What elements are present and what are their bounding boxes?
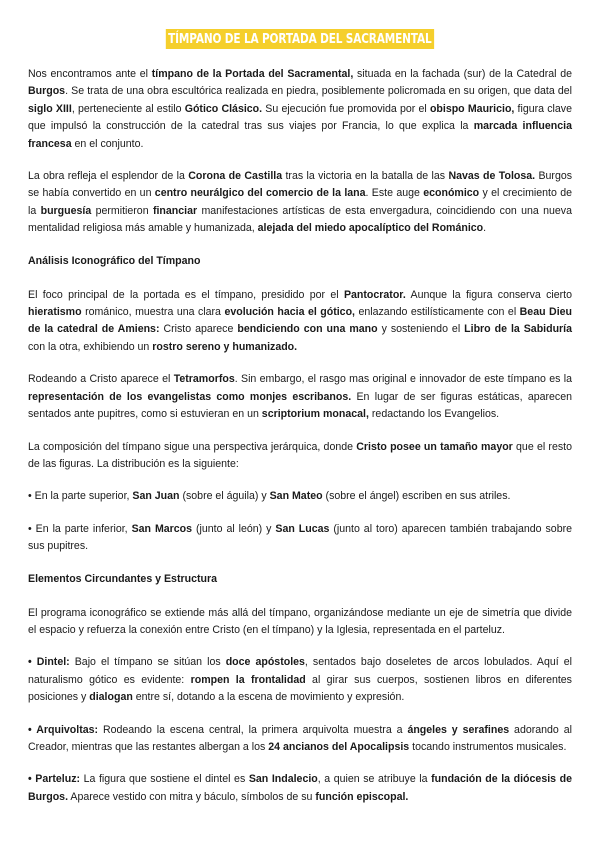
bold-text: San Marcos <box>131 522 193 535</box>
bold-text: hieratismo <box>28 306 82 319</box>
section2-paragraph-1 <box>28 605 572 640</box>
bold-text: ángeles y serafines <box>407 723 510 736</box>
text-run: , sentados bajo doseletes de arcos lobulados. Aquí el naturalismo gótico es evidente: <box>28 656 572 686</box>
bold-text: San Indalecio <box>248 773 318 786</box>
bold-text: Navas de Tolosa. <box>448 170 536 183</box>
bold-text: Corona de Castilla <box>188 170 283 183</box>
bold-text: San Juan <box>132 490 180 503</box>
text-run: manifestaciones artísticas de esta envergadura, coincidiendo con una nueva mentalidad religiosa más amable y humanizada, <box>28 204 572 235</box>
section2-bullet-arquivoltas <box>28 722 572 757</box>
bold-text: Gótico Clásico. <box>184 102 263 115</box>
text-run: . Se trata de una obra escultórica realizada en piedra, posiblemente policromada en su origen, que data del <box>65 85 572 98</box>
bold-text: burguesía <box>40 204 92 217</box>
page-title: TÍMPANO DE LA PORTADA DEL SACRAMENTAL <box>166 29 434 49</box>
text-run: tocando instrumentos musicales. <box>409 740 567 753</box>
title-bar <box>28 0 572 46</box>
bold-text: alejada del miedo apocalíptico del Románico <box>257 222 484 235</box>
text-run: Burgos se había convertido en un <box>28 170 573 200</box>
bold-text: • Arquivoltas: <box>28 723 99 736</box>
intro-paragraph-2 <box>28 168 572 238</box>
text-run: entre sí, dotando a la escena de movimiento y expresión. <box>132 691 405 704</box>
bold-text: obispo Mauricio, <box>429 102 515 115</box>
text-run: figura clave que impulsó la construcción de la catedral tras sus viajes por Francia, lo que explica la <box>28 102 572 133</box>
text-run: enlazando estilísticamente con el <box>355 306 520 319</box>
text-run: (junto al toro) aparecen también trabajando sobre sus pupitres. <box>28 522 573 553</box>
text-run: Rodeando la escena central, la primera arquivolta muestra a <box>98 723 408 736</box>
bold-text: doce apóstoles <box>225 656 305 669</box>
bold-text: función episcopal. <box>315 790 409 803</box>
text-run: Su ejecución fue promovida por el <box>262 102 430 115</box>
bold-text: tímpano de la Portada del Sacramental, <box>151 68 354 80</box>
section1-paragraph-2 <box>28 371 572 423</box>
bold-text: rompen la frontalidad <box>190 673 306 686</box>
text-run: y sosteniendo el <box>377 323 465 336</box>
text-run: . Sin embargo, el rasgo mas original e innovador de este tímpano es la <box>234 373 572 386</box>
bold-text: evolución hacia el gótico, <box>224 306 355 319</box>
section-heading-iconografico: Análisis Iconográfico del Tímpano <box>28 254 201 267</box>
bold-text: financiar <box>152 204 198 217</box>
text-run: situada en la fachada (sur) de la Catedral de <box>353 68 573 80</box>
section2-bullet-parteluz <box>28 771 572 806</box>
text-run: • En la parte superior, <box>28 490 133 503</box>
text-run: permitieron <box>91 204 153 217</box>
bold-text: San Mateo <box>269 490 323 503</box>
text-run: El programa iconográfico se extiende más allá del tímpano, organizándose mediante un eje de simetría que divide el espacio y refuerza la conexión entre Cristo (en el tímpano) y la Iglesia, representada en el parteluz. <box>28 606 572 636</box>
text-run: En lugar de ser figuras estáticas, aparecen sentados ante pupitres, como si estuvieran en un <box>28 390 572 421</box>
text-run: , perteneciente al estilo <box>71 102 185 115</box>
text-run: La figura que sostiene el dintel es <box>80 773 249 786</box>
text-run: Rodeando a Cristo aparece el <box>28 373 174 386</box>
text-run: Aunque la figura conserva cierto <box>405 288 572 301</box>
intro-paragraph-1 <box>28 66 572 153</box>
bold-text: 24 ancianos del Apocalipsis <box>268 740 410 753</box>
section1-bullet-superior <box>28 488 572 505</box>
bold-text: Libro de la Sabiduría <box>464 323 573 336</box>
bold-text: San Lucas <box>275 522 330 535</box>
bold-text: bendiciendo con una mano <box>237 323 378 336</box>
text-run: que el resto de las figuras. La distribución es la siguiente: <box>28 440 572 470</box>
bold-text: representación de los evangelistas como monjes escribanos. <box>28 390 352 403</box>
text-run: redactando los Evangelios. <box>368 408 500 421</box>
text-run: al girar sus cuerpos, sostienen libros en diferentes posiciones y <box>28 673 572 704</box>
bold-text: • Dintel: <box>28 656 70 669</box>
text-run: Aparece vestido con mitra y báculo, símbolos de su <box>68 790 316 803</box>
text-run: con la otra, exhibiendo un <box>28 340 153 353</box>
text-run: La obra refleja el esplendor de la <box>28 170 189 183</box>
text-run: • En la parte inferior, <box>28 522 132 535</box>
text-run: El foco principal de la portada es el tímpano, presidido por el <box>28 288 344 301</box>
bold-text: marcada influencia francesa <box>28 120 572 150</box>
text-run: románico, muestra una clara <box>81 306 225 319</box>
text-run: Cristo aparece <box>159 323 238 336</box>
text-run: adorando al Creador, mientras que las restantes albergan a los <box>28 723 572 753</box>
bold-text: Tetramorfos <box>173 373 235 386</box>
section1-bullet-inferior <box>28 521 572 556</box>
bold-text: Cristo posee un tamaño mayor <box>356 440 513 453</box>
text-run: en el conjunto. <box>71 137 144 150</box>
bold-text: Burgos <box>28 85 66 98</box>
section2-bullet-dintel <box>28 654 572 706</box>
text-run: (sobre el ángel) escriben en sus atriles. <box>322 490 511 503</box>
bold-text: fundación de la diócesis de Burgos. <box>28 773 572 803</box>
bold-text: Pantocrator. <box>343 288 406 301</box>
bold-text: dialogan <box>89 691 133 704</box>
text-run: (junto al león) y <box>192 522 276 535</box>
bold-text: económico <box>423 187 480 200</box>
document-body <box>28 66 572 806</box>
text-run: (sobre el águila) y <box>179 490 270 503</box>
bold-text: Beau Dieu de la catedral de Amiens: <box>28 306 573 336</box>
text-run: La composición del tímpano sigue una perspectiva jerárquica, donde <box>28 440 357 453</box>
text-run: Bajo el tímpano se sitúan los <box>69 656 226 669</box>
text-run: . <box>483 222 487 235</box>
section1-paragraph-1 <box>28 287 572 357</box>
text-run: , a quien se atribuye la <box>317 773 432 786</box>
section1-paragraph-3 <box>28 439 572 474</box>
text-run: . Este auge <box>365 187 424 200</box>
section-heading-estructura: Elementos Circundantes y Estructura <box>28 572 217 585</box>
bold-text: scriptorium monacal, <box>261 408 369 421</box>
bold-text: siglo XIII <box>28 102 72 115</box>
bold-text: • Parteluz: <box>28 773 81 786</box>
bold-text: centro neurálgico del comercio de la lana <box>154 187 366 200</box>
bold-text: rostro sereno y humanizado. <box>152 340 298 353</box>
text-run: tras la victoria en la batalla de las <box>282 170 449 183</box>
text-run: Nos encontramos ante el <box>28 68 152 80</box>
text-run: y el crecimiento de la <box>28 187 572 217</box>
